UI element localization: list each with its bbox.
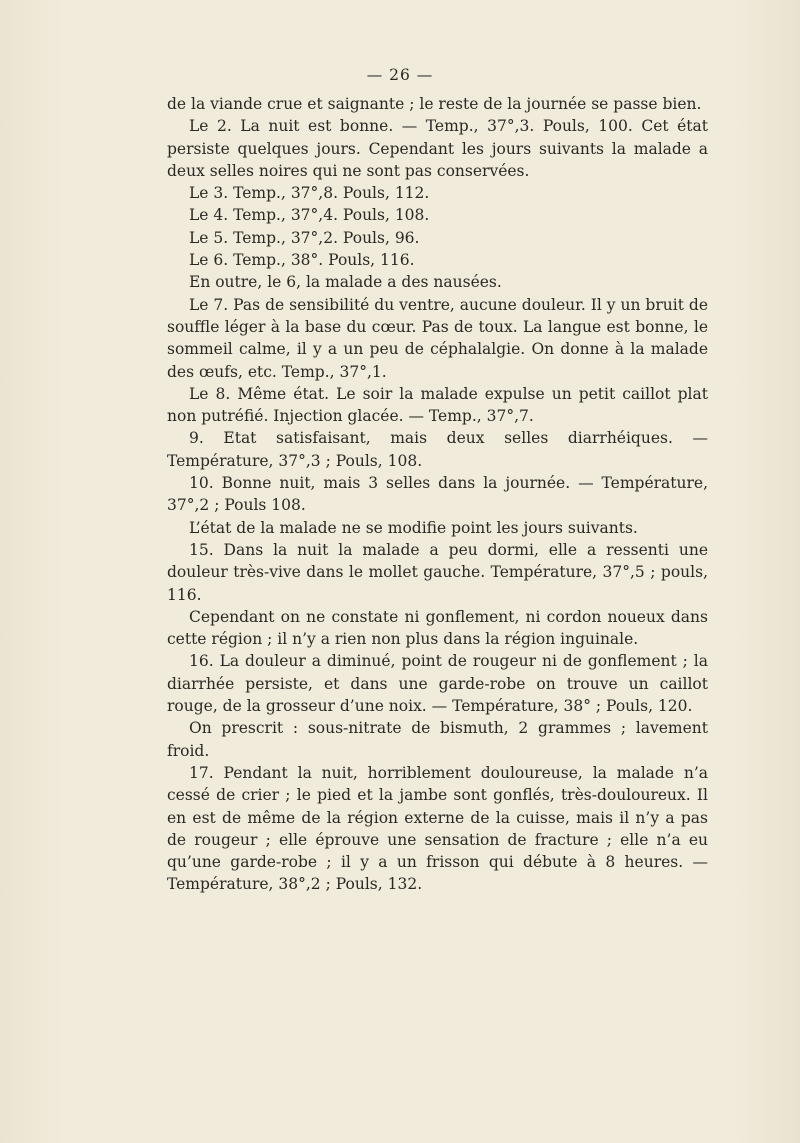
paragraph: Cependant on ne constate ni gonflement, ni cordon noueux dans cette région ; il n’y a rien non plus dans la région inguinale.	[167, 607, 708, 649]
paragraph: 15. Dans la nuit la malade a peu dormi, elle a ressenti une douleur très-vive dans le mollet gauche. Température, 37°,5 ; pouls, 116.	[167, 540, 708, 604]
paragraph: En outre, le 6, la malade a des nausées.	[189, 273, 502, 292]
paragraph: 10. Bonne nuit, mais 3 selles dans la journée. — Température, 37°,2 ; Pouls 108.	[167, 474, 708, 515]
paragraph: 16. La douleur a diminué, point de rougeur ni de gonflement ; la diarrhée persiste, et dans une garde-robe on trouve un caillot rouge, de la grosseur d’une noix. — Température, 38° ; Pouls, 120.	[167, 652, 708, 716]
paragraph: de la viande crue et saignante ; le reste de la journée se passe bien.	[167, 95, 702, 113]
paragraph: 9. Etat satisfaisant, mais deux selles diarrhéiques. — Température, 37°,3 ; Pouls, 108.	[167, 429, 708, 470]
paragraph: Le 7. Pas de sensibilité du ventre, aucune douleur. Il y un bruit de souffle léger à la base du cœur. Pas de toux. La langue est bonne, le sommeil calme, il y a un peu de céphalalgie. On donne à la malade des œufs, etc. Temp., 37°,1.	[167, 295, 708, 381]
paragraph: L’état de la malade ne se modifie point les jours suivants.	[189, 518, 638, 537]
paragraph: 17. Pendant la nuit, horriblement douloureuse, la malade n’a cessé de crier ; le pied et la jambe sont gonflés, très-douloureux. Il en est de même de la région externe de la cuisse, mais il n’y a pas de rougeur ; elle éprouve une sensation de fracture ; elle n’a eu qu’une garde-robe ; il y a un frisson qui débute à 8 heures. — Température, 38°,2 ; Pouls, 132.	[167, 763, 708, 894]
page-number: — 26 —	[366, 66, 434, 84]
paragraph: Le 5. Temp., 37°,2. Pouls, 96.	[189, 228, 420, 247]
paragraph: On prescrit : sous-nitrate de bismuth, 2 grammes ; lavement froid.	[167, 719, 708, 760]
paragraph: Le 4. Temp., 37°,4. Pouls, 108.	[189, 206, 430, 225]
paragraph: Le 8. Même état. Le soir la malade expulse un petit caillot plat non putréfié. Injection glacée. — Temp., 37°,7.	[167, 384, 708, 426]
paragraph: Le 6. Temp., 38°. Pouls, 116.	[189, 251, 415, 270]
body-text	[167, 93, 708, 896]
paragraph: Le 3. Temp., 37°,8. Pouls, 112.	[189, 184, 430, 203]
paragraph: Le 2. La nuit est bonne. — Temp., 37°,3. Pouls, 100. Cet état persiste quelques jours. Cependant les jours suivants la malade a deux selles noires qui ne sont pas conservées.	[167, 117, 708, 180]
